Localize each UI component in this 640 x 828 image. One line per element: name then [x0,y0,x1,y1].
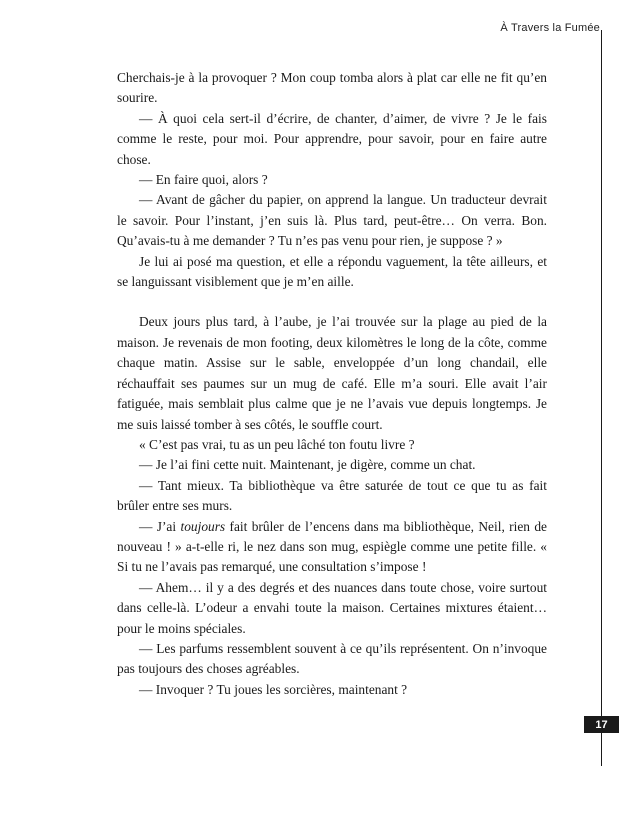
emphasis: toujours [180,518,226,534]
paragraph: Je lui ai posé ma question, et elle a répondu vaguement, la tête ailleurs, et se languissant visiblement que je m’en aille. [117,253,547,290]
paragraph: — Invoquer ? Tu joues les sorcières, maintenant ? [139,681,408,697]
paragraph: — Je l’ai fini cette nuit. Maintenant, je digère, comme un chat. [139,457,476,473]
paragraph-text: — J’ai [139,518,181,534]
paragraph: — Avant de gâcher du papier, on apprend la langue. Un traducteur devrait le savoir. Pour l’instant, j’en suis là. Plus tard, peut-être… On verra. Bon. Qu’avais-tu à me demander ? Tu n’es pas venu pour rien, je suppose ? » [117,192,547,249]
paragraph: — À quoi cela sert-il d’écrire, de chanter, d’aimer, de vivre ? Je le fais comme le reste, pour moi. Pour apprendre, pour savoir, pour en faire autre chose. [117,110,547,167]
running-header: À Travers la Fumée [500,22,600,34]
paragraph: — Tant mieux. Ta bibliothèque va être saturée de tout ce que tu as fait brûler entre ses murs. [117,477,547,514]
paragraph: — En faire quoi, alors ? [139,172,268,188]
paragraph [117,517,547,578]
page-number: 17 [584,716,619,733]
margin-rule [601,30,602,766]
paragraph: « C’est pas vrai, tu as un peu lâché ton foutu livre ? [139,436,415,452]
body-text [117,68,547,700]
paragraph: Deux jours plus tard, à l’aube, je l’ai trouvée sur la plage au pied de la maison. Je revenais de mon footing, deux kilomètres le long de la côte, comme chaque matin. Assise sur le sable, enveloppée d’un long chandail, elle réchauffait ses paumes sur un mug de café. Elle m’a souri. Elle avait l’air fatiguée, mais semblait plus calme que je ne l’avais vue depuis longtemps. Je me suis laissé tomber à ses côtés, le souffle court. [117,314,547,432]
paragraph: Cherchais-je à la provoquer ? Mon coup tomba alors à plat car elle ne fit qu’en sourire. [117,70,547,106]
paragraph: — Ahem… il y a des degrés et des nuances dans toute chose, voire surtout dans celle-là. L’odeur a envahi toute la maison. Certaines mixtures étaient… pour le moins spéciales. [117,579,547,636]
paragraph-text: fait brûler de l’encens dans ma bibliothèque, Neil, rien de nouveau ! » a-t-elle ri, le nez dans son mug, espiègle comme une petite fille. « Si tu ne l’avais pas remarqué, une consultation s’impose ! [117,518,547,575]
paragraph: — Les parfums ressemblent souvent à ce qu’ils représentent. On n’invoque pas toujours des choses agréables. [117,640,547,677]
